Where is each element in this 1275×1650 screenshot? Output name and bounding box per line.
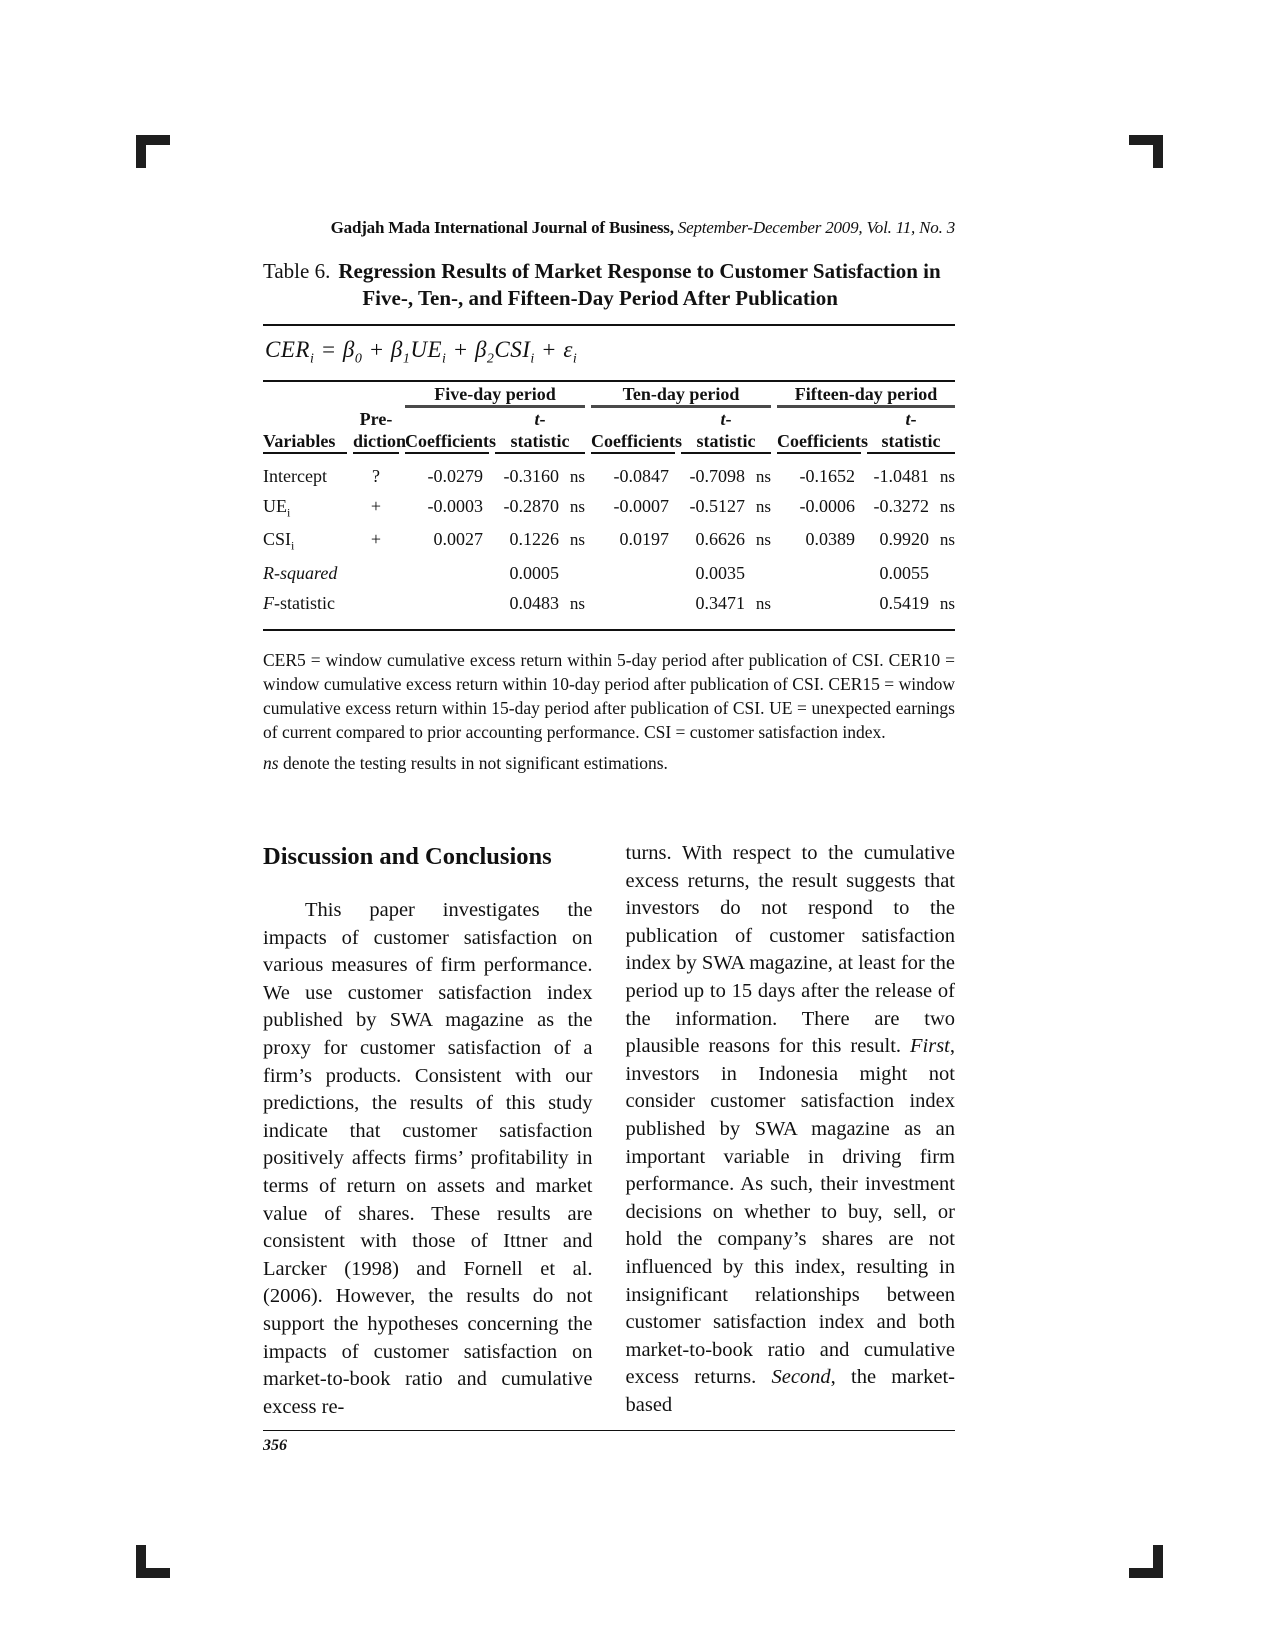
crop-mark-bottom-left-icon [136,1545,170,1578]
coefficient-cell [591,589,675,619]
prediction-cell: + [370,529,382,550]
left-column [263,840,593,1421]
period-header-ten-day: Ten-day period [591,384,771,408]
variable-cell: R-squared [263,562,338,583]
coefficient-cell [405,589,489,619]
regression-equation: $CER_i = \beta_0 + \beta_1UE_i + \beta_2CSI_i + \varepsilon_i$ [265,337,578,367]
table-title-line1: Regression Results of Market Response to Customer Satisfaction in [338,259,941,283]
tstatistic-cell: -0.3160 ns [503,465,585,486]
coefficient-cell: 0.0027 [433,529,483,550]
crop-mark-bottom-right-icon [1129,1545,1163,1578]
journal-title: Gadjah Mada International Journal of Business, [330,218,674,237]
page-number: 356 [263,1437,287,1454]
coefficient-cell [777,589,861,619]
tstatistic-cell: -0.5127 ns [689,495,772,516]
tstatistic-cell: -1.0481 ns [873,465,956,486]
ns-marker: ns [755,530,772,550]
coefficient-cell [777,559,861,589]
col-header-prediction: Pre- diction [353,408,399,454]
variable-cell: $CSI_i$ [263,529,295,553]
ns-marker: ns [569,496,585,516]
ns-marker: ns [939,530,956,550]
tstatistic-cell: 0.0035 [695,562,746,583]
table-row [263,559,955,589]
right-column [626,840,956,1421]
crop-mark-top-left-icon [136,135,170,168]
ns-marker: ns [755,593,772,613]
table-row [263,492,955,526]
prediction-cell [353,589,399,619]
footer-rule [263,1430,955,1431]
prediction-cell [353,559,399,589]
right-column-paragraph: turns. With respect to the cumulative excess returns, the result suggests that investors do not respond to the publication of customer satisfaction index by SWA magazine, at least for the period up to 15 days after the release of the information. There are two plausible reasons for this result. First, investors in Indonesia might not consider customer satisfaction index published by SWA magazine as an important variable in driving firm performance. As such, their investment decisions on whether to buy, sell, or hold the company’s shares are not influenced by this index, resulting in insignificant relationships between customer satisfaction index and both market-to-book ratio and cumulative excess returns. Second, the market-based [625,842,955,1416]
rule-above-equation [263,324,955,326]
table-title [263,258,955,312]
col-header-tstatistic-15d: t- statistic [867,408,955,454]
col-header-tstatistic-10d: t- statistic [681,408,771,454]
col-header-coefficients-10d: Coefficients [591,408,675,454]
coefficient-cell: -0.0279 [427,465,483,486]
coefficient-cell [591,559,675,589]
period-header-fifteen-day: Fifteen-day period [777,384,955,408]
tstatistic-cell: 0.0055 [879,562,930,583]
tstatistic-cell: 0.0005 [509,562,559,583]
ns-marker: ns [755,466,772,486]
variable-cell: Intercept [263,465,327,486]
ns-marker: ns [939,466,956,486]
variable-cell: $UE_i$ [263,495,291,520]
coefficient-cell: -0.0003 [427,495,483,516]
table-title-line2: Five-, Ten-, and Fifteen-Day Period After Publication [362,286,838,310]
coefficient-cell: 0.0197 [619,529,669,550]
column-header-row [263,408,955,454]
coefficient-cell: 0.0389 [805,529,856,550]
table-row [263,589,955,619]
tstatistic-cell: 0.1226 ns [509,529,585,550]
tstatistic-cell: -0.7098 ns [689,465,772,486]
ns-marker: ns [939,496,956,516]
period-header-five-day: Five-day period [405,384,585,408]
table6-block [263,258,955,774]
left-column-paragraph: This paper investigates the impacts of customer satisfaction on various measures of firm performance. We use customer satisfaction index published by SWA magazine as the proxy for customer satisfaction of a firm’s products. Consistent with our predictions, the results of this study indicate that customer satisfaction positively affects firms’ profitability in terms of return on assets and market value of shares. These results are consistent with those of Ittner and Larcker (1998) and Fornell et al. (2006). However, the results do not support the hypotheses concerning the impacts of customer satisfaction on market-to-book ratio and cumulative excess re- [263,899,593,1418]
col-header-coefficients-5d: Coefficients [405,408,489,454]
coefficient-cell: -0.0847 [613,465,669,486]
table-label: Table 6. [263,259,331,283]
tstatistic-cell: -0.2870 ns [503,495,585,516]
col-header-coefficients-15d: Coefficients [777,408,861,454]
ns-marker: ns [755,496,772,516]
running-head [263,218,955,238]
coefficient-cell: -0.0006 [799,495,856,516]
table-footnote: CER5 = window cumulative excess return within 5-day period after publication of CSI. CER10 = window cumulative excess return within 10-day period after publication of CSI. CER15 = window cumulative excess return within 15-day period after publication of CSI. UE = unexpected earnings of current compared to prior accounting performance. CSI = customer satisfaction index. [263,649,955,742]
tstatistic-cell: 0.3471 ns [695,592,772,613]
regression-table [257,384,961,619]
ns-marker: ns [569,530,585,550]
crop-mark-top-right-icon [1129,135,1163,168]
tstatistic-cell: 0.6626 ns [695,529,772,550]
coefficient-cell [405,559,489,589]
ns-marker: ns [569,466,585,486]
table-row [263,454,955,492]
variable-cell: F-statistic [263,592,335,613]
table-title-text [338,258,940,312]
tstatistic-cell: 0.9920 ns [879,529,956,550]
rule-below-table [263,629,955,631]
table-row [263,525,955,559]
section-heading: Discussion and Conclusions [263,843,552,870]
prediction-cell: ? [372,465,380,486]
tstatistic-cell: 0.5419 ns [879,592,956,613]
table-footnote-ns: ns denote the testing results in not significant estimations. [263,752,668,773]
period-header-row [263,384,955,408]
ns-marker: ns [569,593,585,613]
tstatistic-cell: 0.0483 ns [509,592,585,613]
coefficient-cell: -0.1652 [799,465,856,486]
tstatistic-cell: -0.3272 ns [873,495,956,516]
journal-issue: September-December 2009, Vol. 11, No. 3 [673,218,955,237]
rule-above-table [263,380,955,382]
ns-marker: ns [939,593,956,613]
prediction-cell: + [370,495,382,516]
page-footer [263,1430,955,1455]
discussion-section [263,840,955,1421]
coefficient-cell: -0.0007 [613,495,669,516]
col-header-tstatistic-5d: t- statistic [495,408,585,454]
col-header-variables: Variables [263,408,347,454]
